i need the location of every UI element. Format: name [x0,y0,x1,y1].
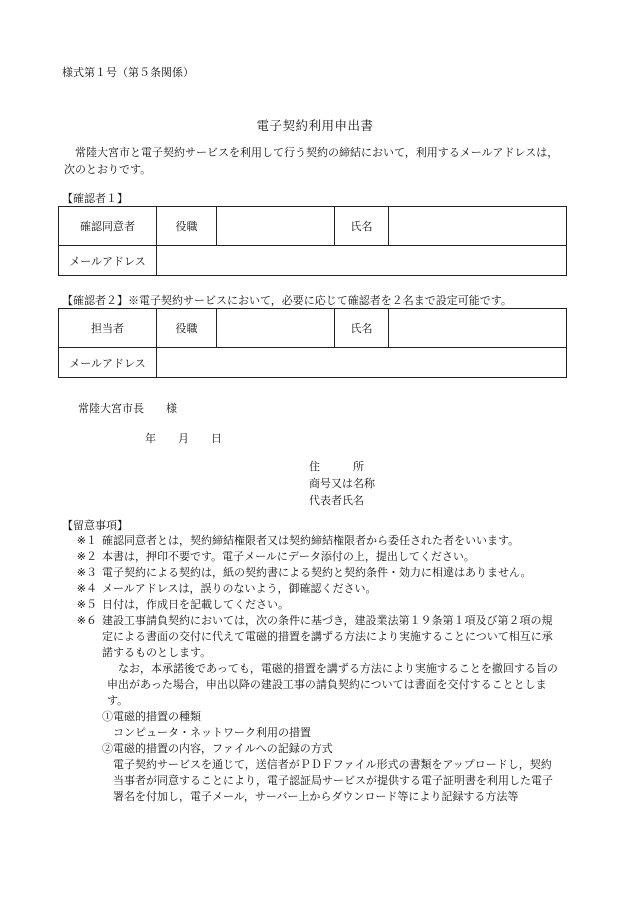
confirmer2-role-label: 担当者 [59,309,157,348]
confirmer1-table [58,206,567,276]
page-title: 電子契約利用申出書 [256,118,374,133]
sub1-heading: ①電磁的措置の種類 [102,710,201,723]
note-item [62,533,562,549]
confirmer2-name-label: 氏名 [335,309,389,348]
confirmer2-email-label: メールアドレス [59,348,157,378]
form-number: 様式第１号（第５条関係） [62,66,194,79]
note-text: 本書は，押印不要です。電子メールにデータ添付の上，提出してください。 [102,550,475,563]
confirmer1-email-field[interactable] [157,246,567,276]
note-mark: ※３ [76,566,97,579]
confirmer1-name-field[interactable] [389,207,567,246]
date-line: 年 月 日 [145,432,222,445]
note-item [62,597,562,613]
note-text: 確認同意者とは，契約締結権限者又は契約締結権限者から委任された者をいいます。 [102,534,520,547]
sub2-heading: ②電磁的措置の内容，ファイルへの記録の方式 [102,742,333,755]
note-text: 建設工事請負契約においては，次の条件に基づき，建設業法第１９条第１項及び第２項の規定による書面の交付に代えて電磁的措置を講ずる方法により実施することについて相互に承諾するものとします。 [102,614,553,659]
note-text: 日付は，作成日を記載してください。 [102,598,289,611]
confirmer2-position-label: 役職 [157,309,217,348]
confirmer1-row-name [59,207,567,246]
signature-block [309,458,375,509]
note-text: メールアドレスは，誤りのないよう，御確認ください。 [102,582,377,595]
note-item [62,549,562,565]
sub2-body: 電子契約サービスを通じて，送信者がＰＤＦファイル形式の書類をアップロードし，契約当事者が同意することにより，電子認証局サービスが提供する電子証明書を利用した電子署名を付加し，電子メール，サーバー上からダウンロード等により記録する方法等 [113,758,553,803]
note-mark: ※４ [76,582,97,595]
confirmer1-position-field[interactable] [217,207,335,246]
note-mark: ※６ [76,614,97,627]
addressee: 常陸大宮市長 様 [78,402,177,415]
confirmer2-position-field[interactable] [217,309,335,348]
confirmer2-name-field[interactable] [389,309,567,348]
company-label: 商号又は名称 [309,477,375,490]
confirmer1-heading: 【確認者１】 [62,192,128,205]
note6-paragraph2: なお，本承諾後であっても，電磁的措置を講ずる方法により実施することを撤回する旨の申出があった場合，申出以降の建設工事の請負契約については書面を交付することとします。 [107,662,558,707]
confirmer1-email-label: メールアドレス [59,246,157,276]
note-mark: ※２ [76,550,97,563]
intro-paragraph [64,144,564,178]
address-label: 住 所 [309,460,364,473]
confirmer1-position-label: 役職 [157,207,217,246]
notes-heading: 【留意事項】 [62,519,128,532]
note-text: 電子契約による契約は，紙の契約書による契約と契約条件・効力に相違はありません。 [102,566,532,579]
confirmer1-name-label: 氏名 [335,207,389,246]
notes-list [62,533,562,805]
note-item [62,613,562,661]
note-mark: ※５ [76,598,97,611]
note-item [62,581,562,597]
confirmer1-role-label: 確認同意者 [59,207,157,246]
confirmer2-row-email [59,348,567,378]
confirmer2-row-name [59,309,567,348]
confirmer2-email-field[interactable] [157,348,567,378]
intro-text: 常陸大宮市と電子契約サービスを利用して行う契約の締結において，利用するメールアドレスは，次のとおりです。 [64,146,559,176]
note-mark: ※１ [76,534,97,547]
confirmer2-heading: 【確認者２】※電子契約サービスにおいて，必要に応じて確認者を２名まで設定可能です。 [62,294,512,307]
confirmer1-row-email [59,246,567,276]
note-item [62,565,562,581]
sub1-body: コンピュータ・ネットワーク利用の措置 [113,726,311,739]
confirmer2-table [58,308,567,378]
representative-label: 代表者氏名 [309,494,364,507]
